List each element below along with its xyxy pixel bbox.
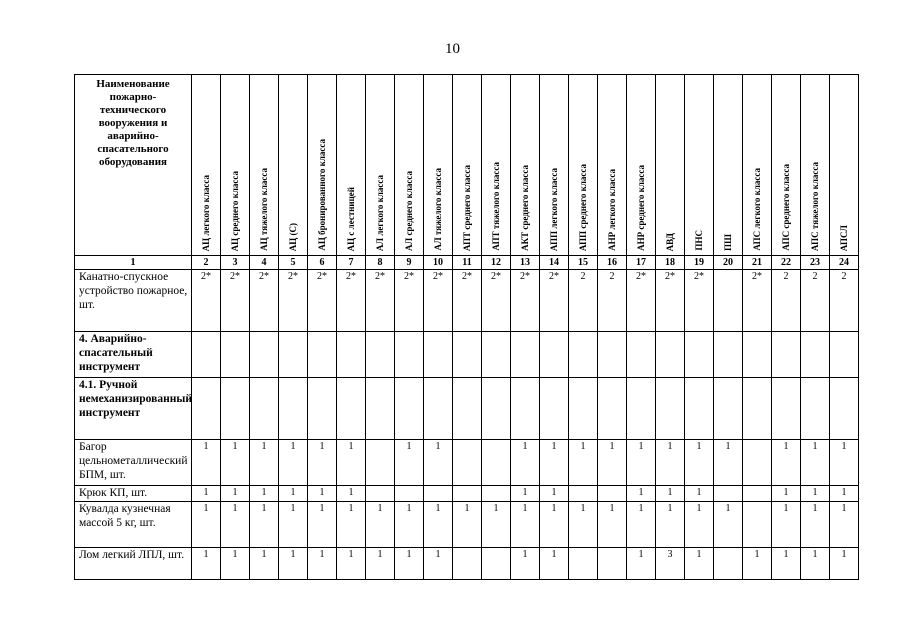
header-column-label: АЦ легкого класса — [201, 174, 211, 251]
table-row — [75, 548, 859, 580]
table-cell: 1 — [279, 440, 308, 486]
table-cell: 1 — [627, 440, 656, 486]
table-cell: 2* — [366, 270, 395, 332]
header-column-cell — [511, 75, 540, 256]
table-cell — [308, 378, 337, 440]
header-column-cell — [279, 75, 308, 256]
table-cell — [540, 332, 569, 378]
table-cell — [366, 440, 395, 486]
table-cell: 1 — [192, 440, 221, 486]
header-column-label: АКТ среднего класса — [520, 165, 530, 251]
column-number: 13 — [511, 256, 540, 270]
table-cell: 1 — [308, 486, 337, 502]
page-number: 10 — [445, 41, 460, 57]
column-number: 12 — [482, 256, 511, 270]
table-cell: 1 — [772, 440, 801, 486]
table-cell — [569, 332, 598, 378]
table-cell: 1 — [685, 502, 714, 548]
table-cell — [221, 378, 250, 440]
header-column-cell — [598, 75, 627, 256]
table-cell: 1 — [540, 486, 569, 502]
table-cell — [337, 332, 366, 378]
header-column-cell — [627, 75, 656, 256]
table-cell — [801, 378, 830, 440]
column-number: 19 — [685, 256, 714, 270]
column-number: 20 — [714, 256, 743, 270]
header-column-cell — [250, 75, 279, 256]
table-cell — [830, 378, 859, 440]
table-cell: 1 — [250, 502, 279, 548]
table-cell: 2* — [540, 270, 569, 332]
header-column-cell — [569, 75, 598, 256]
table-cell: 1 — [395, 440, 424, 486]
table-cell: 1 — [627, 486, 656, 502]
table-cell: 1 — [192, 548, 221, 580]
table-cell — [656, 378, 685, 440]
column-number: 1 — [75, 256, 192, 270]
header-column-label: АПП легкого класса — [549, 167, 559, 251]
table-cell: 2 — [569, 270, 598, 332]
column-number: 5 — [279, 256, 308, 270]
table-cell: 1 — [424, 502, 453, 548]
column-number-row — [75, 256, 859, 270]
table-cell — [511, 332, 540, 378]
table-cell: 1 — [308, 502, 337, 548]
table-cell — [453, 548, 482, 580]
header-column-cell — [656, 75, 685, 256]
header-column-cell — [221, 75, 250, 256]
table-cell: 1 — [337, 548, 366, 580]
header-column-label: ПНС — [694, 230, 704, 251]
table-cell — [250, 332, 279, 378]
table-cell: 1 — [598, 502, 627, 548]
table-cell — [482, 486, 511, 502]
header-column-label: АВД — [665, 232, 675, 251]
table-cell: 1 — [627, 502, 656, 548]
column-number: 21 — [743, 256, 772, 270]
table-cell — [714, 378, 743, 440]
table-cell — [743, 440, 772, 486]
table-cell: 2* — [627, 270, 656, 332]
table-cell — [366, 378, 395, 440]
table-cell: 1 — [308, 548, 337, 580]
table-cell — [714, 332, 743, 378]
table-cell — [453, 486, 482, 502]
column-number: 7 — [337, 256, 366, 270]
table-cell — [830, 332, 859, 378]
row-label: 4.1. Ручной немеханизированный инструмент — [75, 378, 192, 440]
header-column-cell — [801, 75, 830, 256]
table-cell: 1 — [192, 486, 221, 502]
table-cell: 1 — [627, 548, 656, 580]
table-cell: 2* — [308, 270, 337, 332]
table-cell: 1 — [395, 502, 424, 548]
table-cell — [743, 502, 772, 548]
header-column-label: АПТ среднего класса — [462, 164, 472, 251]
table-cell — [743, 378, 772, 440]
row-label: Лом легкий ЛПЛ, шт. — [75, 548, 192, 580]
header-column-label: АЛ среднего класса — [404, 170, 414, 251]
table-cell: 2* — [482, 270, 511, 332]
table-cell: 1 — [337, 486, 366, 502]
table-cell: 2* — [192, 270, 221, 332]
table-cell — [424, 332, 453, 378]
table-cell: 2* — [221, 270, 250, 332]
table-cell: 1 — [279, 548, 308, 580]
table-cell — [772, 332, 801, 378]
header-column-label: АПС легкого класса — [752, 168, 762, 251]
table-cell — [424, 486, 453, 502]
table-cell: 1 — [656, 440, 685, 486]
equipment-table — [74, 74, 859, 580]
table-cell: 1 — [221, 502, 250, 548]
header-column-label: АЛ тяжелого класса — [433, 168, 443, 251]
table-row — [75, 378, 859, 440]
table-cell — [598, 486, 627, 502]
table-cell — [598, 332, 627, 378]
table-cell: 1 — [540, 440, 569, 486]
table-cell: 1 — [801, 502, 830, 548]
header-column-label: АПС среднего класса — [781, 164, 791, 251]
table-cell: 1 — [511, 548, 540, 580]
header-column-label: АНР среднего класса — [636, 165, 646, 251]
table-cell: 2* — [743, 270, 772, 332]
table-cell — [395, 378, 424, 440]
table-cell: 2* — [250, 270, 279, 332]
column-number: 24 — [830, 256, 859, 270]
table-cell — [453, 378, 482, 440]
table-cell — [482, 440, 511, 486]
column-number: 8 — [366, 256, 395, 270]
table-cell — [714, 486, 743, 502]
table-cell: 1 — [685, 486, 714, 502]
table-cell: 1 — [540, 548, 569, 580]
table-cell: 1 — [772, 502, 801, 548]
table-cell — [569, 378, 598, 440]
table-cell — [598, 378, 627, 440]
table-cell — [685, 378, 714, 440]
table-cell: 1 — [743, 548, 772, 580]
table-cell: 1 — [395, 548, 424, 580]
table-cell — [279, 378, 308, 440]
header-column-cell — [192, 75, 221, 256]
table-cell: 1 — [511, 486, 540, 502]
header-column-cell — [772, 75, 801, 256]
header-column-label: АЦ (С) — [288, 222, 298, 251]
table-cell: 1 — [250, 486, 279, 502]
header-column-cell — [395, 75, 424, 256]
column-number: 16 — [598, 256, 627, 270]
header-column-label: ПШ — [723, 234, 733, 251]
table-cell — [801, 332, 830, 378]
column-number: 9 — [395, 256, 424, 270]
header-column-label: АЦ бронированного класса — [317, 139, 327, 251]
table-cell: 1 — [424, 440, 453, 486]
column-number: 22 — [772, 256, 801, 270]
table-cell — [743, 332, 772, 378]
table-cell: 1 — [685, 440, 714, 486]
header-column-label: АЦ с лестницей — [346, 186, 356, 251]
column-number: 11 — [453, 256, 482, 270]
table-cell — [772, 378, 801, 440]
header-column-cell — [308, 75, 337, 256]
table-cell: 1 — [221, 486, 250, 502]
table-cell — [424, 378, 453, 440]
column-number: 2 — [192, 256, 221, 270]
table-cell: 1 — [830, 548, 859, 580]
table-cell: 2* — [424, 270, 453, 332]
table-row — [75, 440, 859, 486]
header-column-cell — [424, 75, 453, 256]
table-cell: 2* — [279, 270, 308, 332]
header-row — [75, 75, 859, 256]
table-cell: 1 — [453, 502, 482, 548]
header-column-cell — [366, 75, 395, 256]
header-column-label: АЦ тяжелого класса — [259, 168, 269, 251]
table-cell — [569, 486, 598, 502]
table-cell: 1 — [337, 440, 366, 486]
header-column-label: АЦ среднего класса — [230, 170, 240, 251]
table-cell: 1 — [656, 502, 685, 548]
table-cell: 1 — [511, 440, 540, 486]
table-cell: 2* — [685, 270, 714, 332]
table-cell — [569, 548, 598, 580]
table-cell: 1 — [772, 486, 801, 502]
table-cell — [598, 548, 627, 580]
column-number: 15 — [569, 256, 598, 270]
header-column-cell — [714, 75, 743, 256]
table-cell: 1 — [714, 502, 743, 548]
header-column-cell — [685, 75, 714, 256]
header-name-cell: Наименование пожарно-технического вооружения и аварийно-спасательного оборудования — [75, 75, 192, 256]
table-cell: 2* — [337, 270, 366, 332]
table-cell: 1 — [830, 486, 859, 502]
table-cell — [453, 332, 482, 378]
header-column-cell — [453, 75, 482, 256]
table-cell: 1 — [279, 486, 308, 502]
table-cell — [221, 332, 250, 378]
table-cell — [685, 332, 714, 378]
table-cell: 1 — [830, 502, 859, 548]
table-cell: 2* — [395, 270, 424, 332]
table-cell — [656, 332, 685, 378]
table-cell: 1 — [540, 502, 569, 548]
table-cell — [627, 332, 656, 378]
header-column-cell — [337, 75, 366, 256]
table-cell — [540, 378, 569, 440]
table-cell: 2* — [453, 270, 482, 332]
table-cell — [279, 332, 308, 378]
table-cell — [308, 332, 337, 378]
row-label: Багор цельнометаллический БПМ, шт. — [75, 440, 192, 486]
column-number: 4 — [250, 256, 279, 270]
table-cell: 2 — [830, 270, 859, 332]
table-cell — [366, 486, 395, 502]
header-column-label: АПСЛ — [839, 224, 849, 251]
header-column-label: АНР легкого класса — [607, 169, 617, 251]
header-column-cell — [830, 75, 859, 256]
column-number: 3 — [221, 256, 250, 270]
header-column-cell — [540, 75, 569, 256]
header-column-cell — [743, 75, 772, 256]
table-cell — [192, 332, 221, 378]
table-cell: 1 — [250, 440, 279, 486]
header-column-label: АЛ легкого класса — [375, 174, 385, 251]
table-cell: 2 — [801, 270, 830, 332]
header-column-label: АПТ тяжелого класса — [491, 162, 501, 251]
table-cell — [714, 270, 743, 332]
row-label: Кувалда кузнечная массой 5 кг, шт. — [75, 502, 192, 548]
table-cell — [453, 440, 482, 486]
table-row — [75, 270, 859, 332]
table-cell — [395, 486, 424, 502]
table-cell: 1 — [598, 440, 627, 486]
table-cell: 1 — [250, 548, 279, 580]
table-cell — [482, 378, 511, 440]
table-cell: 1 — [192, 502, 221, 548]
table-row — [75, 502, 859, 548]
column-number: 17 — [627, 256, 656, 270]
column-number: 10 — [424, 256, 453, 270]
table-cell: 2* — [656, 270, 685, 332]
table-cell: 1 — [685, 548, 714, 580]
table-cell: 1 — [337, 502, 366, 548]
header-column-label: АПП среднего класса — [578, 163, 588, 251]
table-cell: 1 — [424, 548, 453, 580]
table-cell — [482, 332, 511, 378]
table-cell — [482, 548, 511, 580]
table-cell — [395, 332, 424, 378]
table-cell: 1 — [801, 486, 830, 502]
table-cell: 1 — [511, 502, 540, 548]
table-cell: 1 — [772, 548, 801, 580]
table-cell — [192, 378, 221, 440]
table-cell: 1 — [308, 440, 337, 486]
table-row — [75, 486, 859, 502]
table-cell: 1 — [801, 548, 830, 580]
table-cell: 1 — [221, 440, 250, 486]
table-cell: 1 — [221, 548, 250, 580]
table-cell: 1 — [482, 502, 511, 548]
table-cell: 1 — [801, 440, 830, 486]
column-number: 14 — [540, 256, 569, 270]
table-cell — [743, 486, 772, 502]
table-cell: 1 — [366, 502, 395, 548]
table-cell: 2* — [511, 270, 540, 332]
table-cell — [511, 378, 540, 440]
header-column-label: АПС тяжелого класса — [810, 161, 820, 251]
row-label: Крюк КП, шт. — [75, 486, 192, 502]
row-label: Канатно-спускное устройство пожарное, шт. — [75, 270, 192, 332]
table-cell — [250, 378, 279, 440]
row-label: 4. Аварийно-спасательный инструмент — [75, 332, 192, 378]
table-cell: 2 — [772, 270, 801, 332]
table-cell — [627, 378, 656, 440]
table-cell: 3 — [656, 548, 685, 580]
table-cell: 2 — [598, 270, 627, 332]
table-cell — [366, 332, 395, 378]
column-number: 6 — [308, 256, 337, 270]
column-number: 18 — [656, 256, 685, 270]
table-cell: 1 — [830, 440, 859, 486]
table-cell: 1 — [279, 502, 308, 548]
column-number: 23 — [801, 256, 830, 270]
table-cell: 1 — [656, 486, 685, 502]
table-cell — [337, 378, 366, 440]
table-cell: 1 — [569, 502, 598, 548]
table-row — [75, 332, 859, 378]
table-cell: 1 — [366, 548, 395, 580]
table-cell: 1 — [569, 440, 598, 486]
table-cell: 1 — [714, 440, 743, 486]
header-column-cell — [482, 75, 511, 256]
table-cell — [714, 548, 743, 580]
